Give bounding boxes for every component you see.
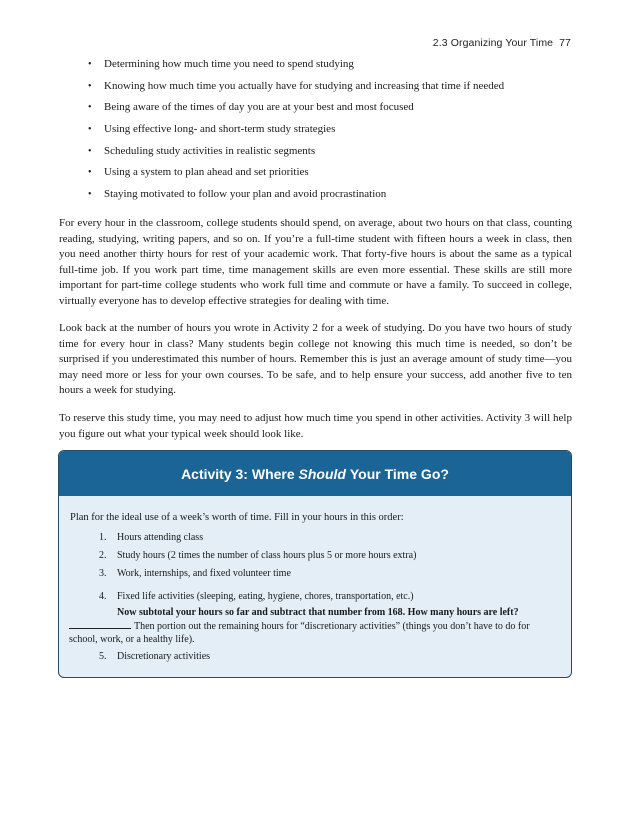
step-item: [99, 567, 559, 580]
list-item: • Scheduling study activities in realistic segments: [88, 145, 568, 158]
step-number: 2.: [99, 550, 107, 561]
activity-steps: [69, 531, 559, 663]
step-item: [99, 650, 559, 663]
step-number: 4.: [99, 591, 107, 602]
step-item: [69, 590, 559, 646]
follow-up-text: Then portion out the remaining hours for “discretionary activities” (things you don’t have to do for school, work, or a healthy life).: [69, 621, 530, 645]
step-number: 3.: [99, 568, 107, 579]
section-title: 2.3 Organizing Your Time: [432, 37, 554, 49]
step-item: [99, 531, 559, 544]
step-text: Study hours (2 times the number of class hours plus 5 or more hours extra): [117, 550, 417, 561]
step-text: Hours attending class: [117, 532, 204, 543]
fill-in-blank[interactable]: [69, 619, 131, 629]
step-number: 5.: [99, 651, 107, 662]
subtotal-instruction: Now subtotal your hours so far and subtract that number from 168. How many hours are left?: [117, 607, 519, 618]
running-header: [433, 37, 571, 49]
list-item: • Using a system to plan ahead and set priorities: [88, 166, 568, 179]
list-item: • Knowing how much time you actually have for studying and increasing that time if needed: [88, 80, 568, 93]
step-text: Fixed life activities (sleeping, eating, hygiene, chores, transportation, etc.): [117, 591, 414, 602]
step-item: [99, 549, 559, 562]
step-number: 1.: [99, 532, 107, 543]
page-number: 77: [559, 37, 571, 49]
activity-title: [59, 451, 571, 496]
list-item: • Determining how much time you need to spend studying: [88, 58, 568, 71]
body-paragraph: To reserve this study time, you may need to adjust how much time you spend in other activities. Activity 3 will help you figure out what your typical week should look like.: [59, 412, 572, 440]
list-item: • Being aware of the times of day you are at your best and most focused: [88, 101, 568, 114]
step-text: Discretionary activities: [117, 651, 211, 662]
step-follow-up: [69, 619, 559, 646]
activity-title-suffix: Your Time Go?: [349, 465, 449, 482]
body-paragraph: Look back at the number of hours you wrote in Activity 2 for a week of studying. Do you have two hours of study time for every hour in class? Many students begin college not knowing this much time is needed, so don’t be surprised if you underestimated this number of hours. Remember this is just an average amount of study time—you may need more or less for your own courses. To be safe, and to help ensure your success, add another five to ten hours a week for studying.: [59, 322, 572, 397]
list-item: • Staying motivated to follow your plan and avoid procrastination: [88, 188, 568, 201]
step-text: Work, internships, and fixed volunteer time: [117, 568, 291, 579]
activity-intro: Plan for the ideal use of a week’s worth of time. Fill in your hours in this order:: [70, 512, 404, 523]
activity-title-prefix: Activity 3: Where: [181, 465, 295, 482]
list-item: • Using effective long- and short-term study strategies: [88, 123, 568, 136]
activity-box: [58, 450, 572, 678]
activity-title-emphasis: Should: [298, 465, 346, 482]
bullet-list: [88, 58, 568, 210]
body-paragraph: For every hour in the classroom, college students should spend, on average, about two hours on that class, counting reading, studying, writing papers, and so on. If you’re a full-time student with fifteen hours a week in class, then you need another thirty hours for rest of your academic work. That forty-five hours is about the same as a typical full-time job. If you work part time, time management skills are even more essential. These skills are still more important for part-time college students who work full time and commute or have a family. To succeed in college, virtually everyone has to develop effective strategies for dealing with time.: [59, 217, 572, 307]
step-subtotal-note: [117, 606, 559, 619]
